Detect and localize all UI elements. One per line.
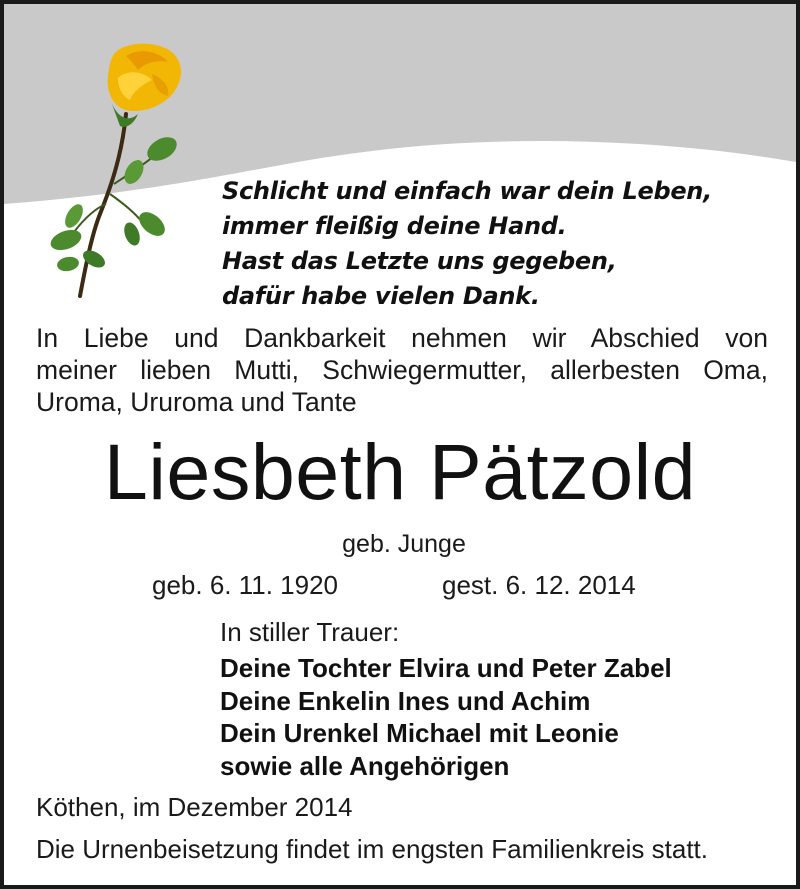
mourners-list <box>220 652 672 782</box>
farewell-text <box>36 322 768 418</box>
deceased-name: Liesbeth Pätzold <box>103 427 697 516</box>
life-dates <box>4 568 796 602</box>
farewell-line: In Liebe und Dankbarkeit nehmen wir Abschied von <box>36 323 768 353</box>
death-date: gest. 6. 12. 2014 <box>442 570 636 600</box>
mourning-heading: In stiller Trauer: <box>220 617 400 647</box>
burial-note: Die Urnenbeisetzung findet im engsten Familienkreis statt. <box>36 834 708 864</box>
mourner-line: sowie alle Angehörigen <box>220 750 510 781</box>
place-date: Köthen, im Dezember 2014 <box>36 792 353 822</box>
poem-line: Hast das Letzte uns gegeben, <box>222 247 617 275</box>
farewell-line: meiner lieben Mutti, Schwiegermutter, allerbesten Oma, <box>36 355 768 385</box>
maiden-name: geb. Junge <box>342 530 466 558</box>
rose-icon <box>34 34 194 304</box>
mourner-line: Deine Enkelin Ines und Achim <box>220 685 591 716</box>
mourner-line: Dein Urenkel Michael mit Leonie <box>220 718 619 748</box>
farewell-line: Uroma, Ururoma und Tante <box>36 387 357 417</box>
mourner-line: Deine Tochter Elvira und Peter Zabel <box>220 653 672 683</box>
poem-line: immer fleißig deine Hand. <box>222 212 567 240</box>
poem <box>222 174 712 314</box>
poem-line: dafür habe vielen Dank. <box>222 282 540 310</box>
birth-date: geb. 6. 11. 1920 <box>152 570 339 600</box>
poem-line: Schlicht und einfach war dein Leben, <box>222 177 712 205</box>
